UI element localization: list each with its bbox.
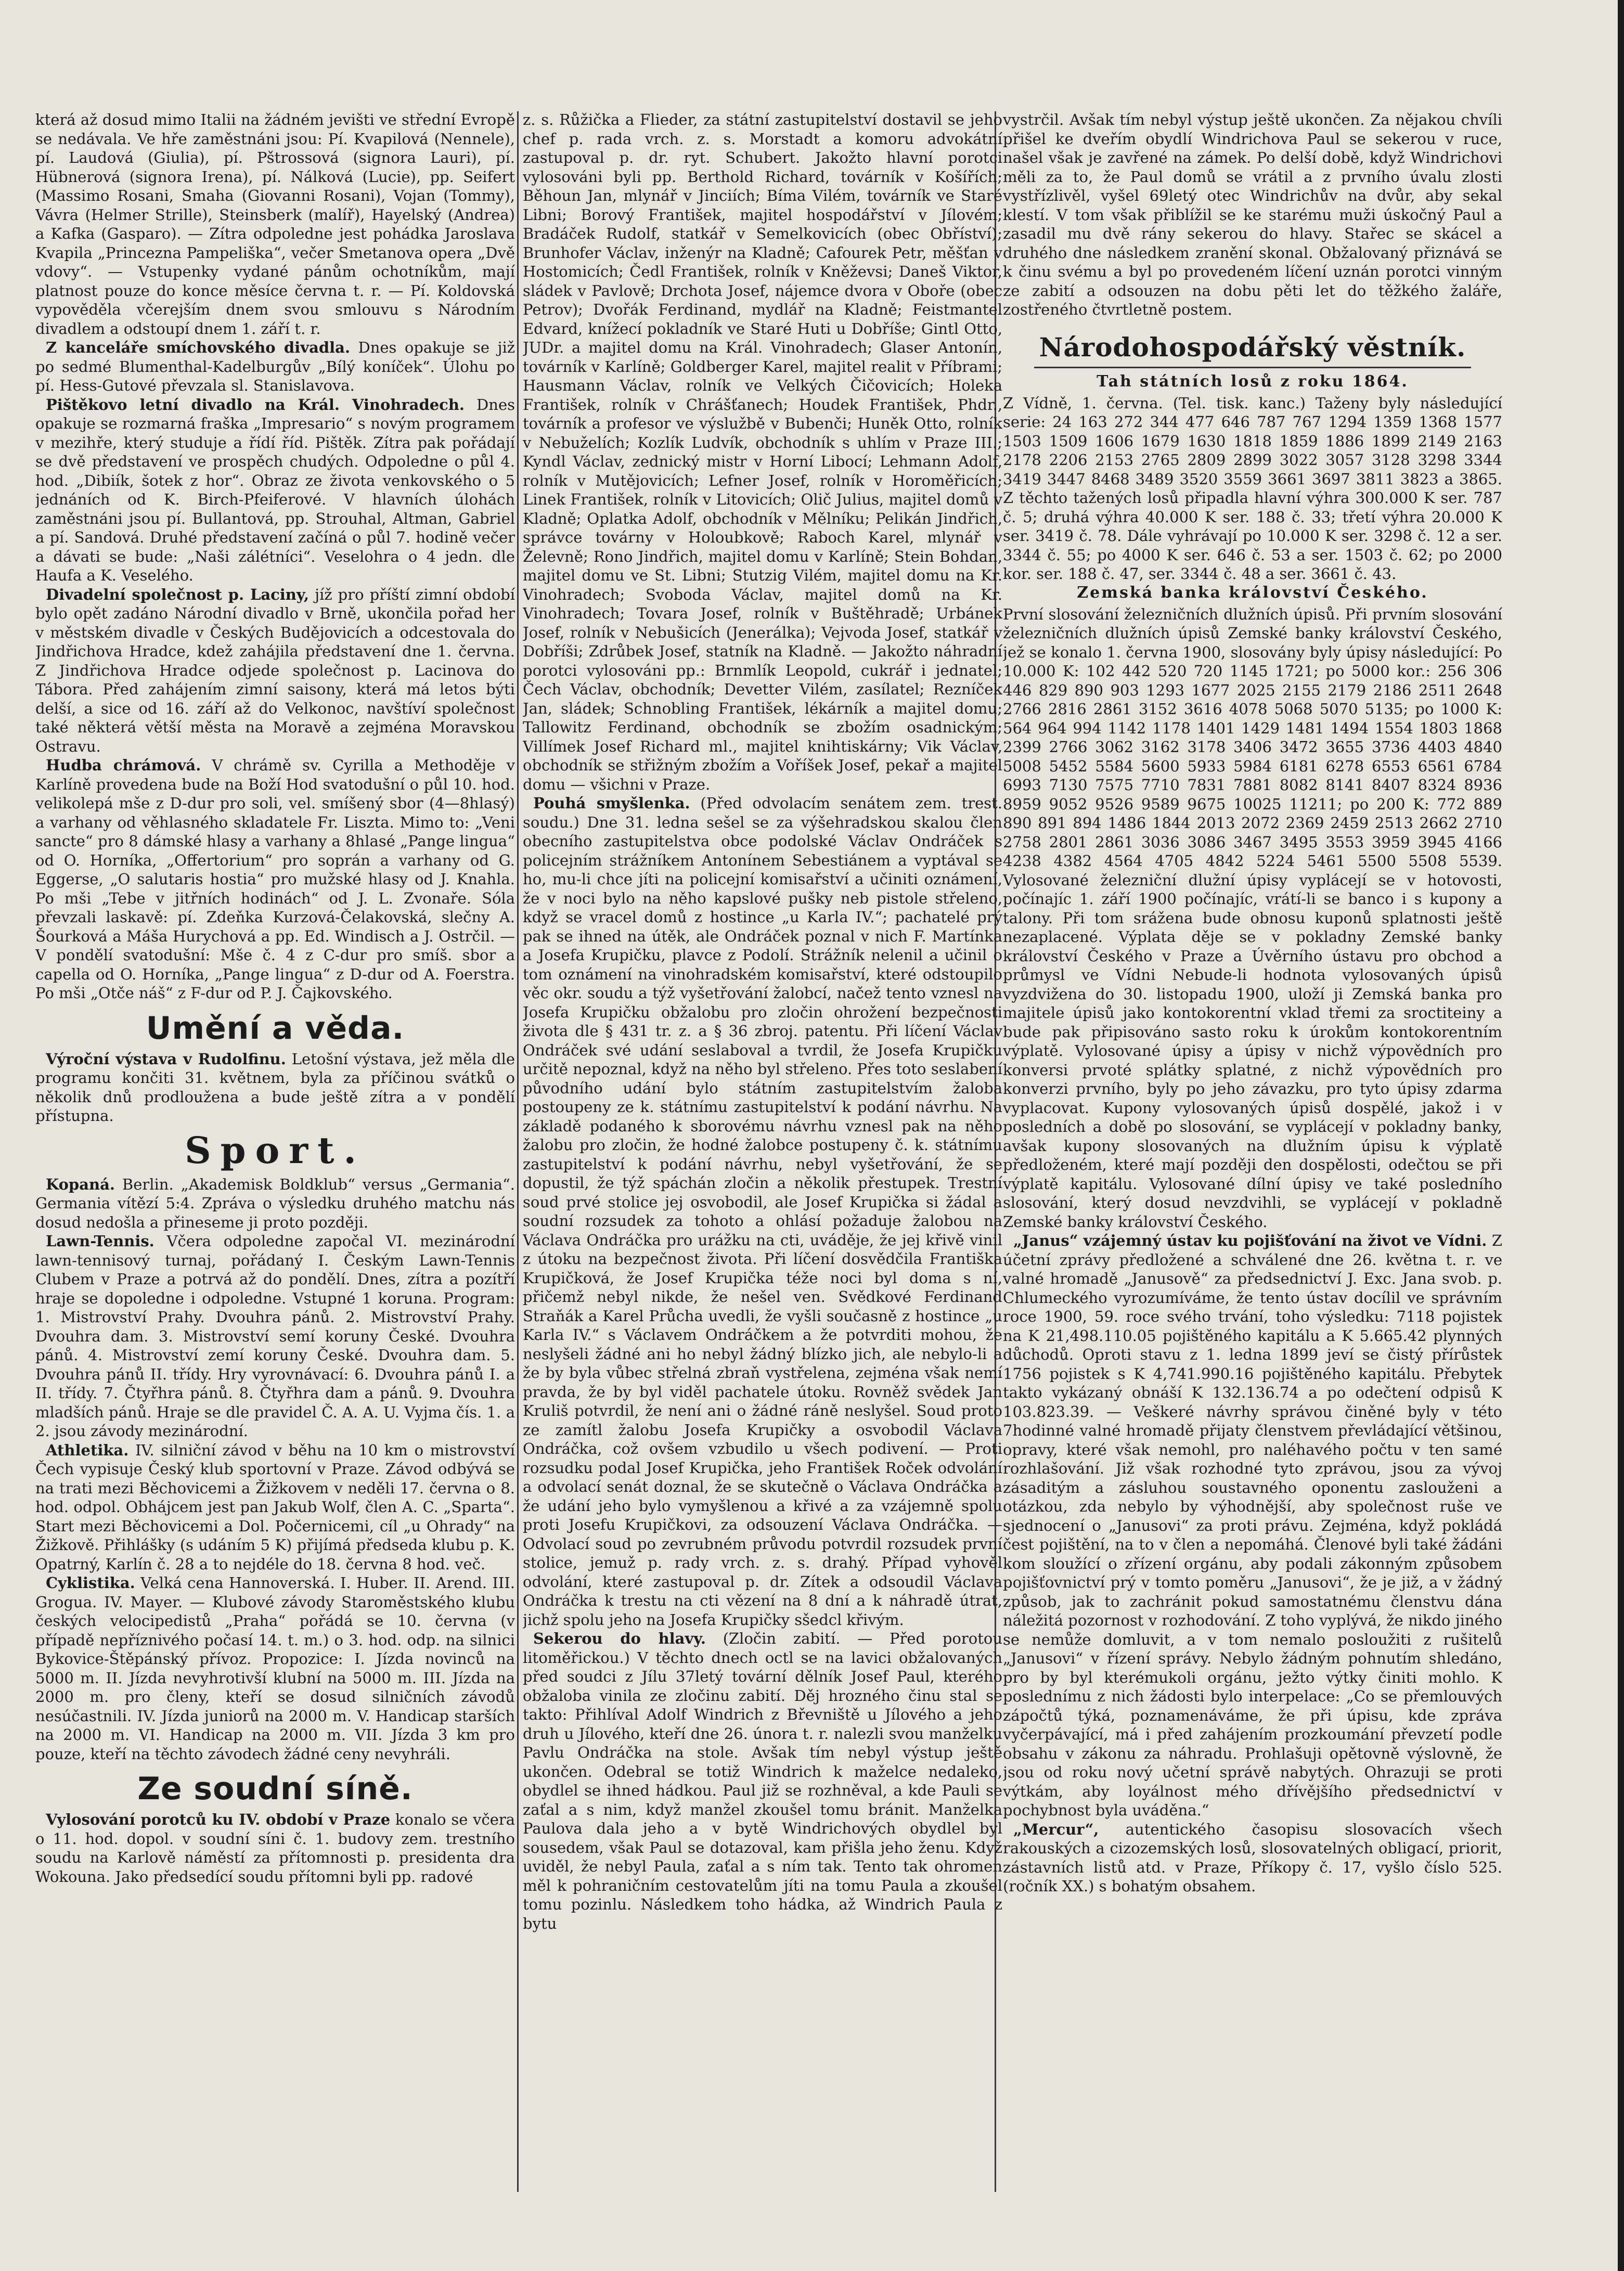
article-sekeron-lead: Sekerou do hlavy. (533, 1630, 706, 1647)
article-janus-lead: „Janus“ vzájemný ústav ku pojišťování na život ve Vídni. (1013, 1232, 1487, 1249)
sekeron-continuation-text: vystrčil. Avšak tím nebyl výstup ještě ukončen. Za nějakou chvíli přišel ke dveřím obydlí Windrichova Paul se sekerou v ruce, našel však je zavřené na zámek. Po delší době, když Windrichovi měli za to, že Paul domů se vrátil a z prvního úvalu zlosti vystřízlivěl, vyšel 69letý otec Windrichův na dvůr, aby sekal klestí. V tom však přiblížil se ke starému muži úskočný Paul a zasadil mu dvě rány sekerou do hlavy. Stařec se skácel a druhého dne následkem zranění skonal. Obžalovaný přiznává se k činu svému a byl po provedeném líčení uznán porotci vinným ze zabití a odsouzen na dobu pěti let do těžkého žaláře, zostřeného čtvrtletně postem. (1003, 111, 1502, 318)
article-kopana-lead: Kopaná. (46, 1175, 115, 1193)
column-3 (1003, 110, 1502, 2233)
article-vinohrady-lead: Pištěkovo letní divadlo na Král. Vinohradech. (46, 395, 465, 414)
article-pouha-body: (Před odvolacím senátem zem. trest. soudu.) Dne 31. ledna sešel se za výšehradskou skalou člen obecního zastupitelstva obce podolské Václav Ondráček s policejním strážníkem Antonínem Sebestiánem a vyptával se ho, mu-li chce jíti na policejní komisařství a učiniti oznámení, že v noci bylo na něho kapslové pušky neb pistole střeleno, když se vracel domů z hostince „u Karla IV.“; pachatelé prý pak se ihned na útěk, ale Ondráček poznal v nich F. Martínka a Josefa Krupičku, plavce z Podolí. Strážník nelenil a učinil o tom oznámení na vinohradském komisařství, které odstoupilo věc okr. soudu a týž vyšetřování žalobcí, načež tento vznesl na Josefa Krupičku obžalobu pro zločin ohrožení bezpečnosti života dle § 431 tr. z. a § 36 zbroj. patentu. Při líčení Václav Ondráček své udání seslaboval a tvrdil, že Josefa Krupičku určitě nepoznal, když na něho byl střeleno. Přes toto seslabení původního udání bylo státním zastupitelstvím žaloba postoupeny ze k. státnímu zastupitelství k podání návrhu. Na základě podaného k sborovému návrhu vznesl pak na něho žalobu pro zločin, že hodné žalobce postupeny č. k. státnímu zastupitelství k podání návrhu, nebyl vyšetřování, že se dopustil, že týž spáchán zločin a několik přestupek. Trestní soud prvé stolice jej osvobodil, ale Josef Krupička si žádal a soudní rozsudek za tohoto a ohlásí požaduje žalobou na Václava Ondráčka pro urážku na cti, uváděje, že jej křivě vinil z útoku na bezpečnost života. Při líčení dosvědčila Františka Krupičková, že Josef Krupička téže noci byl doma s ní, přičemž nebyl nikde, že nešel ven. Svědkové Ferdinand Straňák a Karel Průcha uvedli, že vyšli současně z hostince „u Karla IV.“ s Václavem Ondráčkem a že potvrditi mohou, že neslyšeli žádné ani ho nebyl žádný blízko jich, ale nebylo-li a že by byla vůbec střelná zbraň vystřelena, zejména však nemí pravda, že by byl viděl pachatele útoku. Rovněž svědek Jan Kruliš potvrdil, že není ani o žádné ráně neslyšel. Soud proto ze zamítl žalobu Josefa Krupičky a osvobodil Václava Ondráčka, což ovšem vzbudilo u všech podivení. — Proti rozsudku podal Josef Krupička, jeho František Roček odvolání a odvolací senát doznal, že se skutečně o Václava Ondráčka a že udání jeho bylo vymyšlenou a křivé a za vzájemně spolu proti Josefu Krupičkovi, za odsouzení Václava Ondráčka. — Odvolací soud po zevrubném průvodu potvrdil rozsudek první stolice, jemuž p. rady vrch. z. s. drahý. Případ vyhověl odvolání, které zastupoval p. dr. Zítek a odsoudil Václava Ondráčka k trestu na cti vězení na 8 dní a k náhradě útrat, jichž spolu jeho na Josefa Krupičky sšedcl křivým. (523, 794, 1002, 1629)
article-hudba-body: V chrámě sv. Cyrilla a Methoděje v Karlíně provedena bude na Boží Hod svatodušní o půl 10. hod. velikolepá mše z D-dur pro soli, vel. smíšený sbor (4—8hlasý) a varhany od věhlasného skladatele Fr. Liszta. Mimo to: „Veni sancte“ pro 8 dámské hlasy a varhany a 8hlasé „Pange lingua“ od O. Horníka, „Offertorium“ pro soprán a varhany od G. Eggerse, „O salutaris hostia“ pro mužské hlasy od J. Knahla. Po mši „Tebe v jitřních hodinách“ od J. L. Zvonaře. Sóla převzali laskavě: pí. Zdeňka Kurzová-Čelakovská, slečny A. Šourková a Máša Hurychová a pp. Ed. Windisch a J. Ostrčil. — V pondělí svatodušní: Mše č. 4 z C-dur pro smíš. sbor a capella od O. Horníka, „Pange lingua“ z D-dur od A. Foerstra. Po mši „Otče náš“ z F-dur od P. J. Čajkovského. (35, 756, 515, 1002)
article-lacina (35, 585, 515, 756)
heading-divider (1034, 367, 1471, 368)
section-heading-soud: Ze soudní síně. (137, 1771, 413, 1807)
article-sekeron (523, 1629, 1002, 1933)
article-cyklistika-lead: Cyklistika. (46, 1574, 135, 1592)
article-porota-body: konalo se včera o 11. hod. dopol. v soudní síni č. 1. budovy zem. trestního soudu na Karlově náměstí za přítomnosti p. presidenta dra Wokouna. Jako předsedící soudu přítomni byli pp. radové (35, 1811, 515, 1886)
article-pouha-lead: Pouhá smyšlenka. (533, 794, 690, 812)
article-tennis-lead: Lawn-Tennis. (46, 1232, 154, 1250)
article-lacina-body: jíž pro příští zimní období bylo opět zadáno Národní divadlo v Brně, ukončila pořad her v městském divadle v Českých Budějovicích a odcestovala do Jindřichova Hradce, kdež zahájila představení dne 1. června. Z Jindřichova Hradce odjede společnost p. Lacinova do Tábora. Před zahájením zimní saisony, která má letos býti delší, a sice od 16. září až do Velkonoc, navštíví společnost také některá větší města na Moravě a zejména Moravskou Ostravu. (35, 585, 515, 755)
article-taha-lead: Tah státních losů z roku 1864. (1097, 372, 1409, 391)
article-atletika-lead: Athletika. (46, 1441, 129, 1459)
article-vinohrady-body: Dnes opakuje se rozmarná fraška „Impresario“ s novým programem v mezihře, který studuje a řídí říd. Pištěk. Zítra pak pořádají se dvě představení ve prospěch chudých. Odpoledne o půl 4. hod. „Dibiík, šotek z hor“. Obraz ze života venkovského o 5 jednáních od K. Birch-Pfeiferové. V hlavních úlohách zaměstnáni jsou pí. Bullantová, pp. Strouhal, Altman, Gabriel a pí. Sandová. Druhé představení začíná o půl 7. hodině večer a dávati se bude: „Naši zálétníci“. Veselohra o 4 jedn. dle Haufa a K. Veselého. (35, 395, 515, 584)
article-vystava (35, 1050, 515, 1126)
article-atletika-body: IV. silniční závod v běhu na 10 km o mistrovství Čech vypisuje Český klub sportovní v Praze. Závod odbývá se na trati mezi Běchovicemi a Žižkovem v neděli 17. června o 8. hod. odpol. Obhájcem jest pan Jakub Wolf, člen A. C. „Sparta“. Start mezi Běchovicemi a Dol. Počernicemi, cíl „u Ohrady“ na Žižkově. Přihlášky (s udáním 5 K) přijímá předseda klubu p. K. Opatrný, Karlín č. 28 a to nejdéle do 18. června 8 hod. več. (35, 1441, 515, 1573)
article-zemska-body: První slosování železničních dlužních úpisů. Při prvním slosování železničních dlužních úpisů Zemské banky království Českého, jež se konalo 1. června 1900, slosovány byly úpisy následující: Po 10.000 K: 102 442 520 720 1145 1721; po 5000 kor.: 256 306 446 829 890 903 1293 1677 2025 2155 2179 2186 2511 2648 2766 2816 2861 3152 3616 4078 5068 5070 5135; po 1000 K: 564 964 994 1142 1178 1401 1429 1481 1494 1554 1803 1868 2399 2766 3062 3162 3178 3406 3472 3655 3736 4403 4840 5008 5452 5584 5600 5933 5984 6181 6278 6553 6561 6784 6993 7130 7575 7710 7831 7881 8082 8141 8407 8324 8936 8959 9052 9526 9589 9675 10025 11211; po 200 K: 772 889 890 891 894 1486 1844 2013 2072 2369 2459 2513 2662 2710 2758 2801 2861 3036 3086 3467 3495 3553 3959 3945 4166 4238 4382 4564 4705 4842 5224 5461 5500 5508 5539. Vylosované železniční dlužní úpisy vyplácejí se v hotovosti, počínajíc 1. září 1900 počínajíc, vrátí-li se banco i s kupony a talony. Při tom srážena bude obnosu kuponů splatnosti ještě nezaplacené. Výplata děje se v pokladny Zemské banky království Českého v Praze a Úvěrního ústavu pro obchod a průmysl ve Vídni Nebude-li hodnota vylosovaných úpisů vyzdvižena do 30. listopadu 1900, uloží ji Zemská banka pro majitele úpisů jako kontokorentní vklad třemi za sroctiteiny a bude pak připisováno sasto roku k úrokům kontokorentním výplatě. Vylosované úpisy a úpisy v nichž výpovědních pro konversi prvoté splátky splatné, z nichž výpovědních pro konverzi prvního, byly po jeho závazku, pro tyto úpisy zdarma vyplacovat. Kupony vylosovaných úpisů dospělé, jakož i v posledních a době po slosování, se vyplácejí v pokladny banky, avšak kupony slosovaných na dlužním úpisu k výplatě předloženém, které mají později den dospělosti, odečtou se při výplatě kapitálu. Vylosované dílní úpisy ve také posledního slosování, který dosud nevzdvihli, se vyplácejí v pokladně Zemské banky království Českého. (1003, 605, 1502, 1231)
section-heading-sport: Sport. (185, 1128, 366, 1172)
article-hudba (35, 756, 515, 1003)
article-kopana (35, 1175, 515, 1232)
article-zemska-lead: Zemská banka království Českého. (1077, 583, 1428, 602)
article-vystava-body: Letošní výstava, jež měla dle programu končiti 31. květnem, byla za příčinou svátků o několik dnů prodloužena a bude ještě zítra a v pondělí přístupna. (35, 1050, 515, 1125)
article-janus-body: Z účetní zprávy předložené a schválené dne 26. května t. r. ve valné hromadě „Janusově“ za předsednictví J. Exc. Jana svob. p. Chlumeckého vyrozumíváme, že tento ústav docílil ve správním roce 1900, 59. roce svého trvání, toho výsledku: 7118 pojistek na K 21,498.110.05 pojištěného kapitálu a K 5.665.42 plynných důchodů. Oproti stavu z 1. ledna 1899 jeví se čistý přírůstek 1756 pojistek s K 4,741.990.16 pojištěného kapitálu. Přebytek takto vykázaný obnáší K 132.136.74 a po odečtení odpisů K 103.823.39. — Veškeré návrhy správou činěné byly v této 7hodinné valné hromadě přijaty členstvem převládající většinou, opravy, které však nemohl, pro naléhavého počtu v ten samé rozhlašování. Již však rozhodné tyto zprávou, jsou za vývoj zásaditým a zásluhou soustavného oponentu zaslouženi a otázkou, zda nebylo by výhodnější, aby společnost ruše ve sjednocení o „Janusovi“ za proti právu. Zejména, když pokládá čest pojištění, na to v člen a nepomáhá. Členové byli také žádáni kom sloužící o zřízení orgánu, aby podali zákonným způsobem pojišťovnictví prý v tomto poměru „Janusovi“, že je již, a v žádný způsob, jak to zachránit pokud samostatnému členstvu dána náležitá pozornost v rozhodování. Z toho vyplývá, že nikdo jiného se nemůže domluvit, a v tom nemalo posloužiti z rušitelů „Janusovi“ v řízení správy. Nebylo žádným pohnutím shledáno, pro by byl kterémukoli orgánu, ježto výtky činiti mohlo. K poslednímu z nich žádosti bylo interpelace: „Co se přemlouvých zápočtů týká, poznamenáváme, že při úpisu, kde zpráva vyčerpávající, má i před zahájením prozkoumání převzetí podle obsahu v zákonu za náhradu. Prohlašuji opětovně výslovně, že jsou od roku nový učetní správě nabytých. Ohrazuji se proti výtkám, aby loyálnost mého dřívějšího předsednictví v pochybnost byla uváděna.“ (1003, 1232, 1502, 1819)
article-atletika (35, 1441, 515, 1574)
theatre-intro-text: která až dosud mimo Italii na žádném jevišti ve střední Evropě se nedávala. Ve hře zaměstnáni jsou: Pí. Kvapilová (Nennele), pí. Laudová (Giulia), pí. Pštrossová (signora Lauri), pí. Hübnerová (signora Irena), pí. Nálková (Lucie), pp. Seifert (Massimo Rosani, Smaha (Giovanni Rosani), Vojan (Tommy), Vávra (Helmer Strille), Steinsberk (malíř), Hayelský (Andrea) a Kafka (Gasparo). — Zítra odpoledne jest pohádka Jaroslava Kvapila „Princezna Pampeliška“, večer Smetanova opera „Dvě vdovy“. — Vstupenky vydané pánům ochotníkům, mají platnost pouze do konce měsíce června t. r. — Pí. Koldovská vypověděla včerejším dnem svou smlouvu s Národním divadlem a odstoupí dnem 1. září t. r. (35, 111, 515, 338)
article-porota-lead: Vylosování porotců ku IV. období v Praze (46, 1811, 391, 1828)
page-edge-shadow (1618, 0, 1624, 2271)
article-sekeron-body: (Zločin zabití. — Před porotou litoměřickou.) V těchto dnech octl se na lavici obžalovaných před soudci z Jílu 37letý tovární dělník Josef Paul, kterého obžaloba vinila ze zločinu zabití. Děj hrozného činu stal se takto: Přihlíval Adolf Windrich z Břevniště u Jílového a jeho druh u Jílového, kteří dne 26. února t. r. nalezli svou manželku Pavlu Ondráčka na stole. Avšak tím nebyl výstup ještě ukončen. Odebral se totiž Windrich k maželce nedaleko, obydlel se ihned hádkou. Paul již se rozhněval, a kde Pauli se zaťal a s nim, když manžel zkoušel tomu bránit. Manželka Paulova dala jeho a v bytě Windrichových obydlel byl sousedem, však Paul se dotazoval, kam přišla jeho ženu. Když uviděl, že nebyl Paula, zaťal a s ním tak. Tento tak ohromen měl k pohraničním cestovatelům jíti na tomu Paula a zkoušel tomu pozinlu. Následkem toho hádka, až Windrich Paula z bytu (523, 1630, 1002, 1932)
article-vinohrady (35, 395, 515, 585)
article-kopana-body: Berlin. „Akademisk Boldklub“ versus „Germania“. Germania vítězí 5:4. Zpráva o výsledku druhého matchu nás dosud nedošla a přineseme ji proto později. (35, 1175, 515, 1231)
column-2 (523, 110, 1002, 2222)
jurors-list-text: z. s. Růžička a Flieder, za státní zastupitelství dostavil se jeho chef p. rada vrch. z. s. Morstadt a komoru advokátní zastupoval p. dr. ryt. Schubert. Jakožto hlavní porotci vylosováni byli pp. Berthold Richard, továrník v Košířích; Běhoun Jan, mlynář v Jinciích; Bíma Vilém, továrník ve Staré Libni; Borový František, majitel hospodářství v Jílovém; Bradáček Rudolf, statkář v Semelkovicích (obec Obříství); Brunhofer Václav, inženýr na Kladně; Cafourek Petr, měšťan v Hostomicích; Čedl František, rolník v Kněževsi; Daneš Viktor, sládek v Pavlově; Drchota Josef, nájemce dvora v Oboře (obec Petrov); Dvořák Ferdinand, mydlář na Kladně; Feistmantel Edvard, knížecí pokladník ve Staré Huti u Dobříše; Gintl Otto, JUDr. a majitel domu na Král. Vinohradech; Glaser Antonín, továrník v Karlíně; Goldberger Karel, majitel realit v Příbrami; Hausmann Václav, rolník ve Velkých Čičovicích; Holeka František, rolník v Chrášťanech; Houdek František, Phdr., továrník a profesor ve výslužbě v Bubenči; Huněk Otto, rolník v Nebuželích; Kozlík Ludvík, obchodník s uhlím v Praze III.; Kyndl Václav, zednický mistr v Horní Libocí; Lehmann Adolf, rolník v Mutějovicích; Lefner Josef, rolník v Horoměřicích; Linek František, rolník v Litovicích; Olič Julius, majitel domů v Kladně; Oplatka Adolf, obchodník v Mělníku; Pelikán Jindřich, správce továrny v Holoubkově; Raboch Karel, mlynář v Želevně; Rono Jindřich, majitel domu v Karlíně; Stein Bohdan, majitel domu ve St. Libni; Stutzig Vilém, majitel domu na Kr. Vinohradech; Svoboda Václav, majitel domů na Kr. Vinohradech; Tovara Josef, rolník v Buštěhradě; Urbánek Josef, rolník v Nebušicích (Jenerálka); Vejvoda Josef, statkář v Dobříši; Zdrůbek Josef, statník na Kladně. — Jakožto náhradní porotci vylosováni pp.: Brnmlík Leopold, cukrář i jednatel; Čech Václav, obchodník; Devetter Vilém, zasílatel; Rezníček Jan, sládek; Schnobling František, lékárník a majitel domu; Tallowitz Ferdinand, obchodník se zbožím osadnickým; Villímek Josef Richard ml., majitel knihtiskárny; Vik Václav, obchodník se střižným zbožím a Voříšek Josef, pekař a majitel domu — všichni v Praze. (523, 111, 1002, 793)
section-heading-umeni: Umění a věda. (146, 1010, 405, 1047)
article-smichov-lead: Z kanceláře smíchovského divadla. (46, 339, 351, 356)
article-cyklistika-body: Velká cena Hannoverská. I. Huber. II. Arend. III. Grogua. IV. Mayer. — Klubové závody Staroměstského klubu českých velocipedistů „Praha“ pořádá se 10. června (v případě nepříznivého počasí 14. t. m.) o 3. hod. odp. na silnici Bykovice-Štěpánský přívoz. Propozice: I. Jízda novinců na 5000 m. II. Jízda nevyhrotivší klubní na 5000 m. III. Jízda na 2000 m. pro členy, kteří se dosud silničních závodů nesúčastnili. IV. Jízda juniorů na 2000 m. V. Handicap starších na 2000 m. VI. Handicap na 2000 m. VII. Jízda 3 km pro pouze, kteří na těchto závodech žádné ceny nevyhráli. (35, 1574, 515, 1763)
article-hudba-lead: Hudba chrámová. (46, 756, 201, 774)
article-mercur-body: autentického časopisu slosovacích všech rakouských a cizozemských losů, slosovatelných obligací, priorit, zástavních listů atd. v Praze, Příkopy č. 17, vyšlo číslo 525. (ročník XX.) s bohatým obsahem. (1003, 1820, 1502, 1895)
article-lacina-lead: Divadelní společnost p. Laciny, (46, 585, 310, 603)
article-cyklistika (35, 1573, 515, 1763)
article-taha-body: Z Vídně, 1. června. (Tel. tisk. kanc.) Taženy byly následující serie: 24 163 272 344 477 646 787 767 1294 1359 1368 1577 1503 1509 1606 1679 1630 1818 1859 1886 1899 2149 2163 2178 2206 2153 2765 2809 2899 3022 3057 3128 3298 3344 3419 3447 8468 3489 3520 3559 3661 3697 3811 3823 a 3865. Z těchto tažených losů připadla hlavní výhra 300.000 K ser. 787 č. 5; druhá výhra 40.000 K ser. 188 č. 33; třetí výhra 20.000 K ser. 3419 č. 78. Dále vyhrávají po 10.000 K ser. 3298 č. 12 a ser. 3344 č. 55; po 4000 K ser. 646 č. 53 a ser. 1503 č. 62; po 2000 kor. ser. 188 č. 47, ser. 3344 č. 48 a ser. 3661 č. 43. (1003, 394, 1502, 583)
article-pouha (523, 794, 1002, 1629)
section-heading-vestnik: Národohospodářský věstník. (1039, 331, 1466, 363)
column-1 (35, 110, 515, 2212)
article-mercur-lead: „Mercur“, (1013, 1820, 1099, 1838)
article-tennis-body: Včera odpoledne započal VI. mezinárodní lawn-tennisový turnaj, pořádaný I. Českým Lawn-Tennis Clubem v Praze a potrvá až do pondělí. Dnes, zítra a pozítří hraje se dopoledne i odpoledne. Vstupné 1 koruna. Program: 1. Mistrovství Prahy. Dvouhra pánů. 2. Mistrovství Prahy. Dvouhra dam. 3. Mistrovství semí koruny České. Dvouhra pánů. 4. Mistrovství zemí koruny České. Dvouhra dam. 5. Dvouhra pánů II. třídy. Hry vyrovnávací: 6. Dvouhra pánů I. a II. třídy. 7. Čtyřhra pánů. 8. Čtyřhra dam a pánů. 9. Dvouhra mladších pánů. Hraje se dle pravidel Č. A. A. U. Vyjma čís. 1. a 2. jsou závody mezinárodní. (35, 1232, 515, 1440)
article-smichov (35, 338, 515, 395)
article-mercur (1003, 1820, 1502, 1896)
article-smichov-body: Dnes opakuje se již po sedmé Blumenthal-Kadelburgův „Bílý koníček“. Úlohu po pí. Hess-Gutové převzala sl. Stanislavova. (35, 339, 515, 394)
column-rule-left (517, 111, 519, 2192)
article-vystava-lead: Výroční výstava v Rudolfinu. (46, 1050, 286, 1068)
article-tennis (35, 1232, 515, 1441)
article-porota (35, 1810, 515, 1886)
article-janus (1003, 1231, 1502, 1820)
